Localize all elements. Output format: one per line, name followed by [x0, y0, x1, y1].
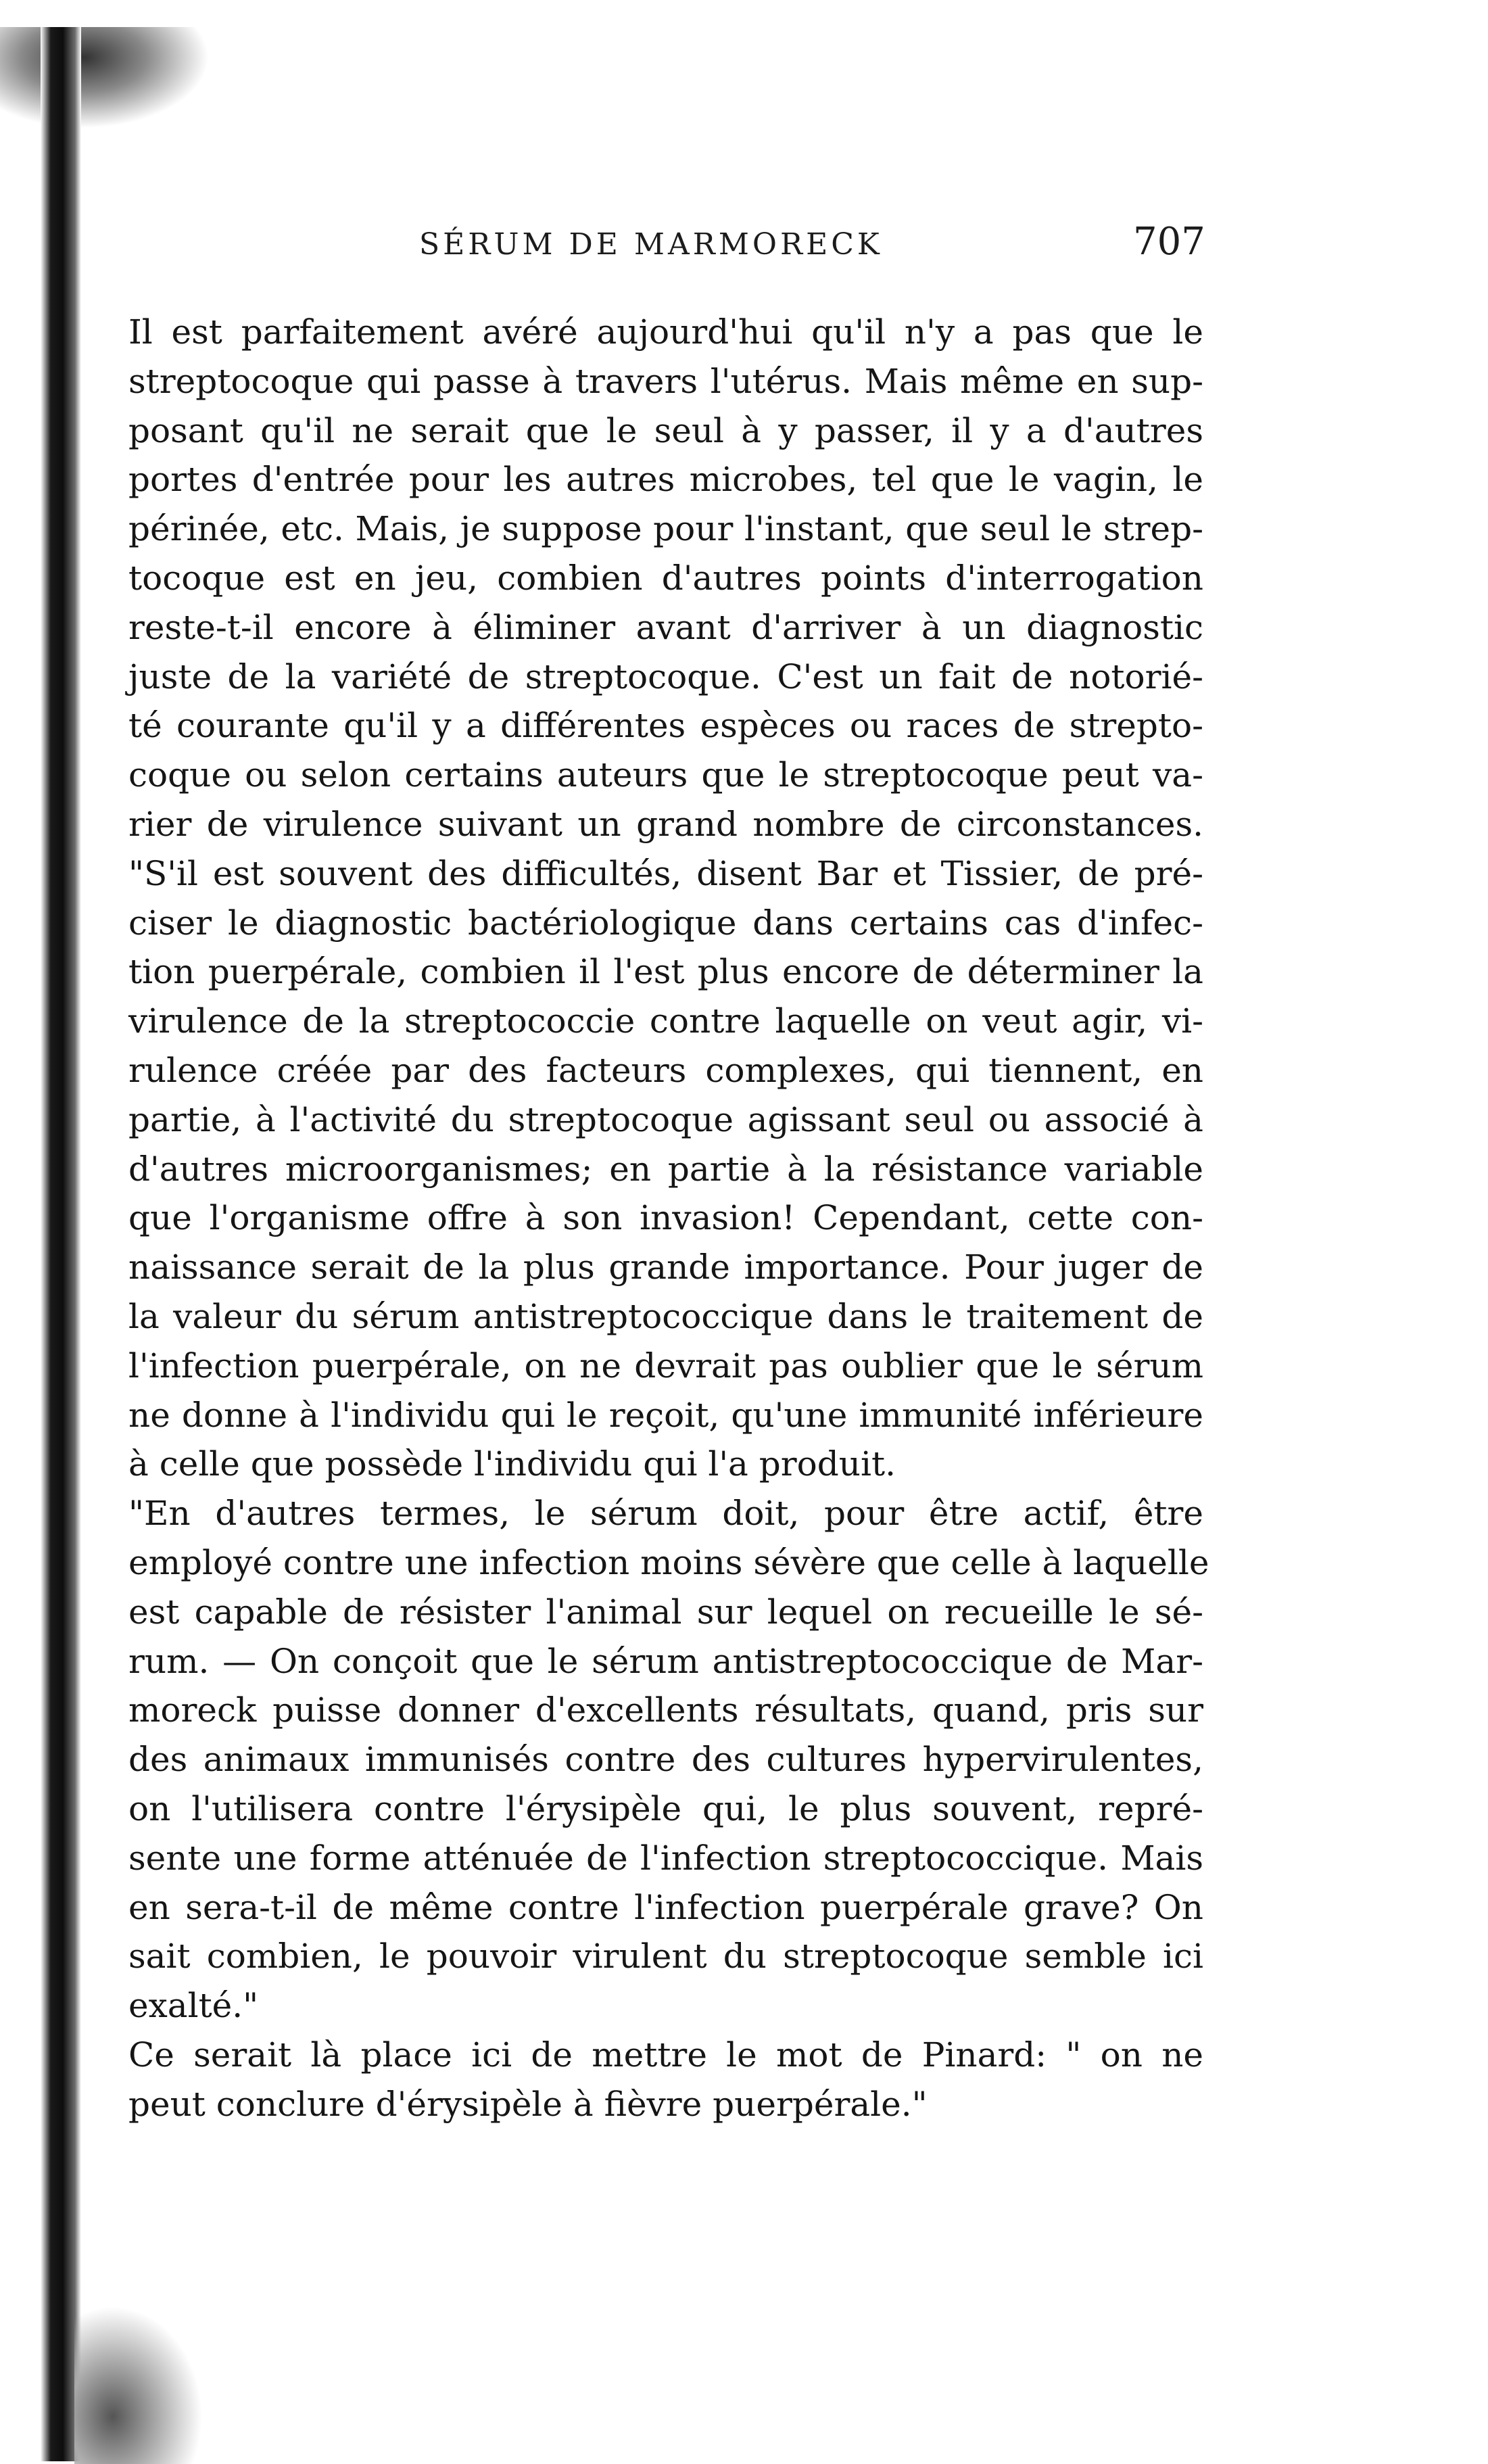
body-text [128, 308, 1209, 2129]
text-line: juste de la variété de streptocoque. C'est un fait de notorié- [128, 657, 1203, 696]
text-line: la valeur du sérum antistreptococcique dans le traitement de [128, 1296, 1203, 1336]
text-line: naissance serait de la plus grande importance. Pour juger de [128, 1248, 1203, 1287]
text-line: périnée, etc. Mais, je suppose pour l'instant, que seul le strep- [128, 509, 1203, 549]
text-line: virulence de la streptococcie contre laquelle on veut agir, vi- [128, 1001, 1203, 1041]
text-line: des animaux immunisés contre des cultures hypervirulentes, [128, 1740, 1203, 1780]
text-line: exalté." [128, 1986, 259, 2026]
text-line: té courante qu'il y a différentes espèces ou races de strepto- [128, 706, 1203, 746]
text-line: reste-t-il encore à éliminer avant d'arriver à un diagnostic [128, 607, 1203, 647]
text-line: rulence créée par des facteurs complexes, qui tiennent, en [128, 1050, 1203, 1090]
text-line: rum. — On conçoit que le sérum antistreptococcique de Mar- [128, 1641, 1203, 1681]
text-line: sait combien, le pouvoir virulent du streptocoque semble ici [128, 1937, 1203, 1976]
text-line: peut conclure d'érysipèle à fièvre puerpérale." [128, 2084, 928, 2124]
running-head: SÉRUM DE MARMORECK [419, 227, 883, 262]
text-line: coque ou selon certains auteurs que le streptocoque peut va- [128, 755, 1203, 795]
text-line: tocoque est en jeu, combien d'autres points d'interrogation [128, 558, 1203, 598]
text-line: streptocoque qui passe à travers l'utérus. Mais même en sup- [128, 361, 1203, 401]
text-line: Ce serait là place ici de mettre le mot de Pinard: " on ne [128, 2035, 1203, 2075]
text-line: moreck puisse donner d'excellents résultats, quand, pris sur [128, 1690, 1203, 1730]
text-line: l'infection puerpérale, on ne devrait pas oublier que le sérum [128, 1346, 1203, 1385]
page-number: 707 [1133, 220, 1205, 264]
binding-shadow-bottom [74, 2306, 203, 2464]
text-line: est capable de résister l'animal sur lequel on recueille le sé- [128, 1592, 1203, 1632]
text-line: partie, à l'activité du streptocoque agissant seul ou associé à [128, 1099, 1203, 1139]
text-line: posant qu'il ne serait que le seul à y passer, il y a d'autres [128, 410, 1203, 450]
text-line: en sera-t-il de même contre l'infection puerpérale grave? On [128, 1887, 1203, 1927]
text-line: rier de virulence suivant un grand nombre de circonstances. [128, 804, 1203, 844]
text-line: "S'il est souvent des difficultés, disent Bar et Tissier, de pré- [128, 853, 1203, 893]
text-line: on l'utilisera contre l'érysipèle qui, le plus souvent, repré- [128, 1788, 1203, 1828]
binding-shadow-top [0, 27, 210, 128]
text-line: portes d'entrée pour les autres microbes, tel que le vagin, le [128, 460, 1203, 500]
text-line: sente une forme atténuée de l'infection streptococcique. Mais [128, 1838, 1203, 1878]
text-line: à celle que possède l'individu qui l'a produit. [128, 1444, 896, 1484]
text-line: ciser le diagnostic bactériologique dans certains cas d'infec- [128, 903, 1203, 943]
text-line: tion puerpérale, combien il l'est plus encore de déterminer la [128, 952, 1203, 992]
text-line: d'autres microorganismes; en partie à la résistance variable [128, 1149, 1203, 1189]
text-line: employé contre une infection moins sévère que celle à laquelle [128, 1542, 1209, 1582]
text-line: que l'organisme offre à son invasion! Cependant, cette con- [128, 1198, 1203, 1238]
text-line: Il est parfaitement avéré aujourd'hui qu'il n'y a pas que le [128, 312, 1203, 352]
text-line: "En d'autres termes, le sérum doit, pour être actif, être [128, 1494, 1203, 1534]
text-line: ne donne à l'individu qui le reçoit, qu'une immunité inférieure [128, 1395, 1203, 1435]
binding-edge [41, 27, 81, 2461]
